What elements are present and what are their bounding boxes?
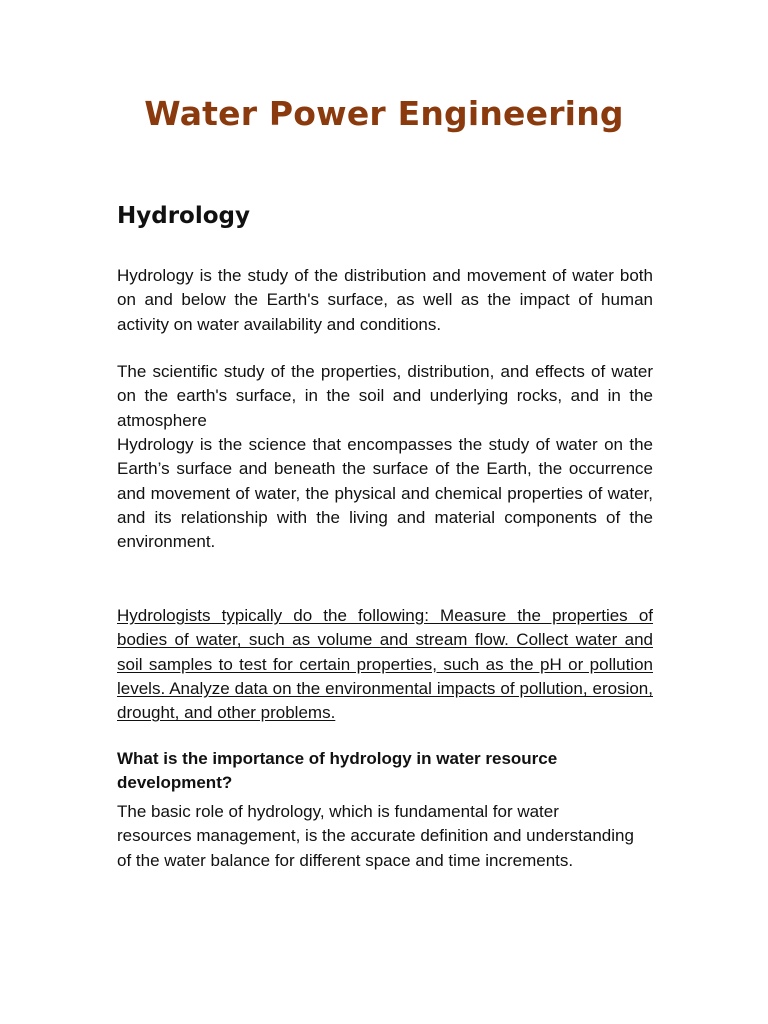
- paragraph-definition: Hydrology is the study of the distribution and movement of water both on and below the Earth's surface, as well as the impact of human activity on water availability and conditions.: [117, 266, 653, 334]
- question-heading: What is the importance of hydrology in water resource development?: [117, 749, 558, 792]
- document-title: Water Power Engineering: [144, 94, 624, 133]
- paragraph-hydrologists-tasks: Hydrologists typically do the following: Measure the properties of bodies of water, such as volume and stream flow. Collect water and soil samples to test for certain properties, such as the pH or pollution levels. Analyze data on the environmental impacts of pollution, erosion, drought, and other problems.: [117, 606, 653, 723]
- section-heading-hydrology: Hydrology: [117, 203, 250, 229]
- paragraph-scientific-study: The scientific study of the properties, distribution, and effects of water on the earth's surface, in the soil and underlying rocks, and in the atmosphere: [117, 362, 653, 430]
- paragraph-basic-role: The basic role of hydrology, which is fundamental for water resources management, is the accurate definition and understanding of the water balance for different space and time increments.: [117, 802, 634, 870]
- paragraph-science-scope: Hydrology is the science that encompasses the study of water on the Earth’s surface and beneath the surface of the Earth, the occurrence and movement of water, the physical and chemical properties of water, and its relationship with the living and material components of the environment.: [117, 435, 653, 552]
